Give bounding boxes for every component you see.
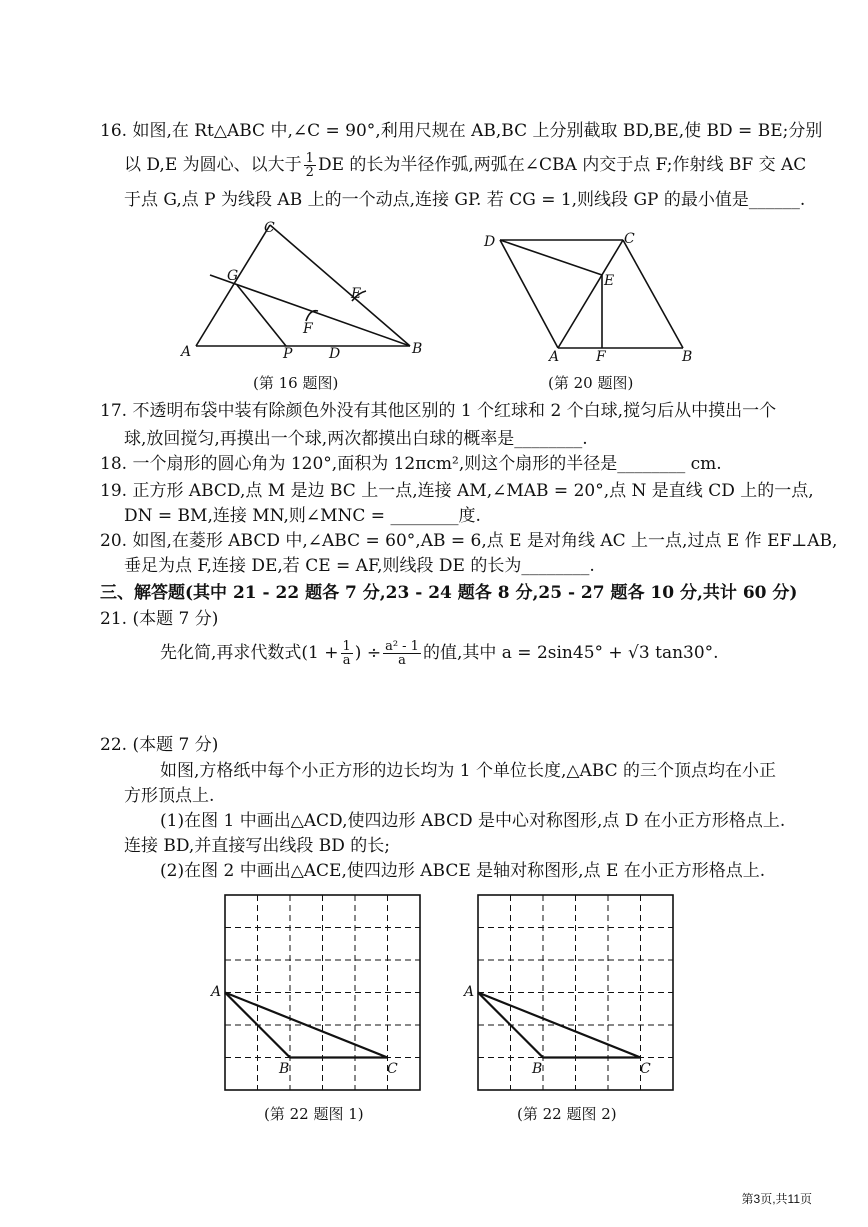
q16-line3: 于点 G,点 P 为线段 AB 上的一个动点,连接 GP. 若 CG = 1,则线段 GP 的最小值是______. [124, 190, 806, 210]
fig20-label-b: B [682, 349, 693, 365]
grid1-label-b: B [279, 1061, 290, 1077]
fig16-label-g: G [227, 268, 239, 284]
fig20-label-c: C [624, 231, 635, 247]
fig16-label-c: C [264, 220, 275, 236]
q18-line1: 18. 一个扇形的圆心角为 120°,面积为 12πcm²,则这个扇形的半径是________ cm. [100, 454, 722, 474]
grid2-caption: (第 22 题图 2) [517, 1105, 617, 1123]
fig20-label-e: E [604, 273, 615, 289]
q22-line3: (1)在图 1 中画出△ACD,使四边形 ABCD 是中心对称图形,点 D 在小正方形格点上. [160, 811, 786, 831]
q21-expression [160, 640, 719, 667]
q16-line2-a: 以 D,E 为圆心、以大于 [124, 155, 302, 175]
q21-text-c: 的值,其中 a = 2sin45° + √3 tan30°. [422, 643, 719, 663]
q16-line1: 16. 如图,在 Rt△ABC 中,∠C = 90°,利用尺规在 AB,BC 上分别截取 BD,BE,使 BD = BE;分别 [100, 121, 823, 141]
grid2-label-c: C [640, 1061, 651, 1077]
q21-fraction-2: $\frac{\text{a² - 1}}{a}$ [385, 639, 419, 668]
fig16-label-e: E [351, 286, 362, 302]
q19-line2: DN = BM,连接 MN,则∠MNC = ________度. [124, 506, 481, 526]
fig20-label-a: A [549, 349, 560, 365]
q21-header: 21. (本题 7 分) [100, 609, 219, 629]
page-number: 第3页,共11页 [741, 1192, 812, 1206]
grid2-label-b: B [532, 1061, 543, 1077]
fig20-caption: (第 20 题图) [548, 374, 634, 392]
grid2-label-a: A [464, 984, 475, 1000]
fig16-label-d: D [329, 346, 341, 362]
q16-line2-b: DE 的长为半径作弧,两弧在∠CBA 内交于点 F;作射线 BF 交 AC [317, 155, 807, 175]
fig16-caption: (第 16 题图) [253, 374, 339, 392]
q21-text-b: ) ÷ [354, 643, 382, 663]
figure-16 [170, 215, 440, 365]
q22-line1: 如图,方格纸中每个小正方形的边长均为 1 个单位长度,△ABC 的三个顶点均在小正 [160, 761, 776, 781]
fig16-label-f: F [303, 321, 313, 337]
q16-line2 [124, 152, 806, 179]
q22-header: 22. (本题 7 分) [100, 735, 219, 755]
grid-figure-1 [205, 895, 425, 1095]
q17-line2: 球,放回搅匀,再摸出一个球,两次都摸出白球的概率是________. [124, 429, 588, 449]
grid-figure-2 [458, 895, 678, 1095]
q22-line2: 方形顶点上. [124, 786, 215, 806]
fig16-label-p: P [283, 346, 293, 362]
fig16-label-a: A [181, 344, 192, 360]
fig20-label-d: D [484, 234, 496, 250]
fig16-label-b: B [412, 341, 423, 357]
grid1-label-a: A [211, 984, 222, 1000]
q22-line4: 连接 BD,并直接写出线段 BD 的长; [124, 836, 390, 856]
q22-line5: (2)在图 2 中画出△ACE,使四边形 ABCE 是轴对称图形,点 E 在小正方形格点上. [160, 861, 766, 881]
q21-fraction-1: $\frac{1}{a}$ [342, 639, 351, 668]
q19-line1: 19. 正方形 ABCD,点 M 是边 BC 上一点,连接 AM,∠MAB = 20°,点 N 是直线 CD 上的一点, [100, 481, 814, 501]
figure-20 [480, 225, 700, 365]
q20-line2: 垂足为点 F,连接 DE,若 CE = AF,则线段 DE 的长为________. [124, 556, 595, 576]
q16-fraction: $\frac{1}{2}$ [305, 151, 314, 180]
section3-title: 三、解答题(其中 21 - 22 题各 7 分,23 - 24 题各 8 分,25 - 27 题各 10 分,共计 60 分) [100, 583, 798, 603]
fig20-label-f: F [596, 349, 606, 365]
q17-line1: 17. 不透明布袋中装有除颜色外没有其他区别的 1 个红球和 2 个白球,搅匀后从中摸出一个 [100, 401, 777, 421]
q21-text-a: 先化简,再求代数式(1 + [160, 643, 339, 663]
grid1-label-c: C [387, 1061, 398, 1077]
grid1-caption: (第 22 题图 1) [264, 1105, 364, 1123]
q20-line1: 20. 如图,在菱形 ABCD 中,∠ABC = 60°,AB = 6,点 E 是对角线 AC 上一点,过点 E 作 EF⊥AB, [100, 531, 838, 551]
